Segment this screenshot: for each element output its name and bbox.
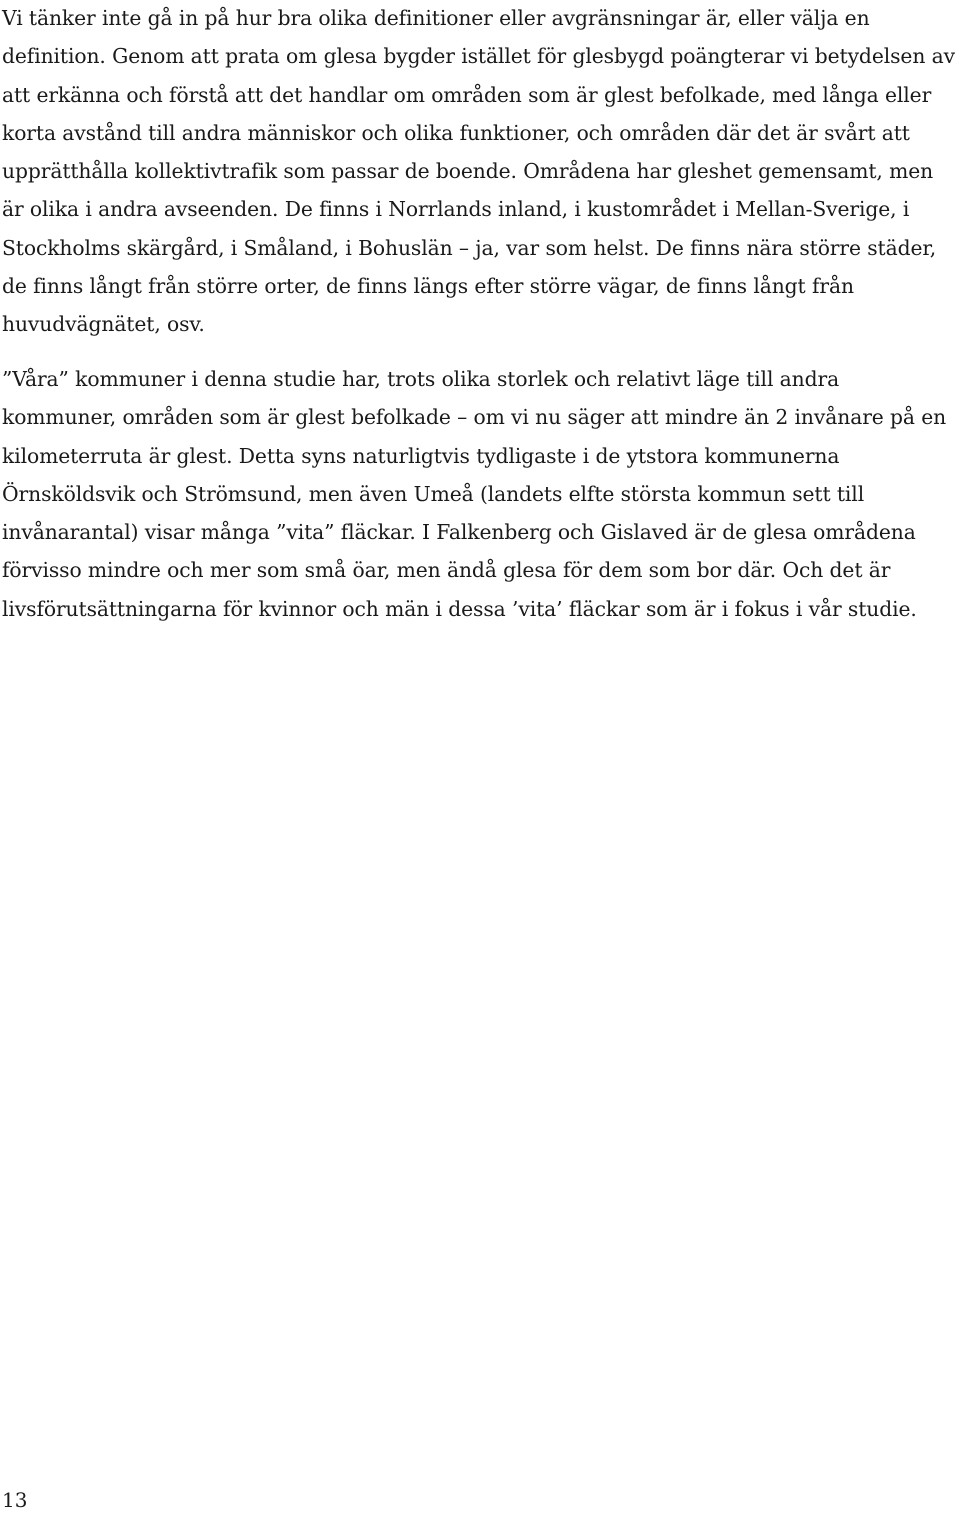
body-paragraph-2: ”Våra” kommuner i denna studie har, trots olika storlek och relativt läge till andra kommuner, områden som är glest befolkade – om vi nu säger att mindre än 2 invånare på en kilometerruta är glest. Detta syns naturligtvis tydligaste i de ytstora kommunerna Örnsköldsvik och Strömsund, men även Umeå (landets elfte största kommun sett till invånarantal) visar många ”vita” fläckar. I Falkenberg och Gislaved är de glesa områdena förvisso mindre och mer som små öar, men ändå glesa för dem som bor där. Och det är livsförutsättningarna för kvinnor och män i dessa ’vita’ fläckar som är i fokus i vår studie. — [2, 367, 947, 621]
body-paragraph-1: Vi tänker inte gå in på hur bra olika definitioner eller avgränsningar är, eller välja en definition. Genom att prata om glesa bygder istället för glesbygd poängterar vi betydelsen av att erkänna och förstå att det handlar om områden som är glest befolkade, med långa eller korta avstånd till andra människor och olika funktioner, och områden där det är svårt att upprätthålla kollektivtrafik som passar de boende. Områdena har gleshet gemensamt, men är olika i andra avseenden. De finns i Norrlands inland, i kustområdet i Mellan-Sverige, i Stockholms skärgård, i Småland, i Bohuslän – ja, var som helst. De finns nära större städer, de finns långt från större orter, de finns längs efter större vägar, de finns långt från huvudvägnätet, osv. — [2, 6, 955, 337]
page-number: 13 — [2, 1488, 28, 1512]
